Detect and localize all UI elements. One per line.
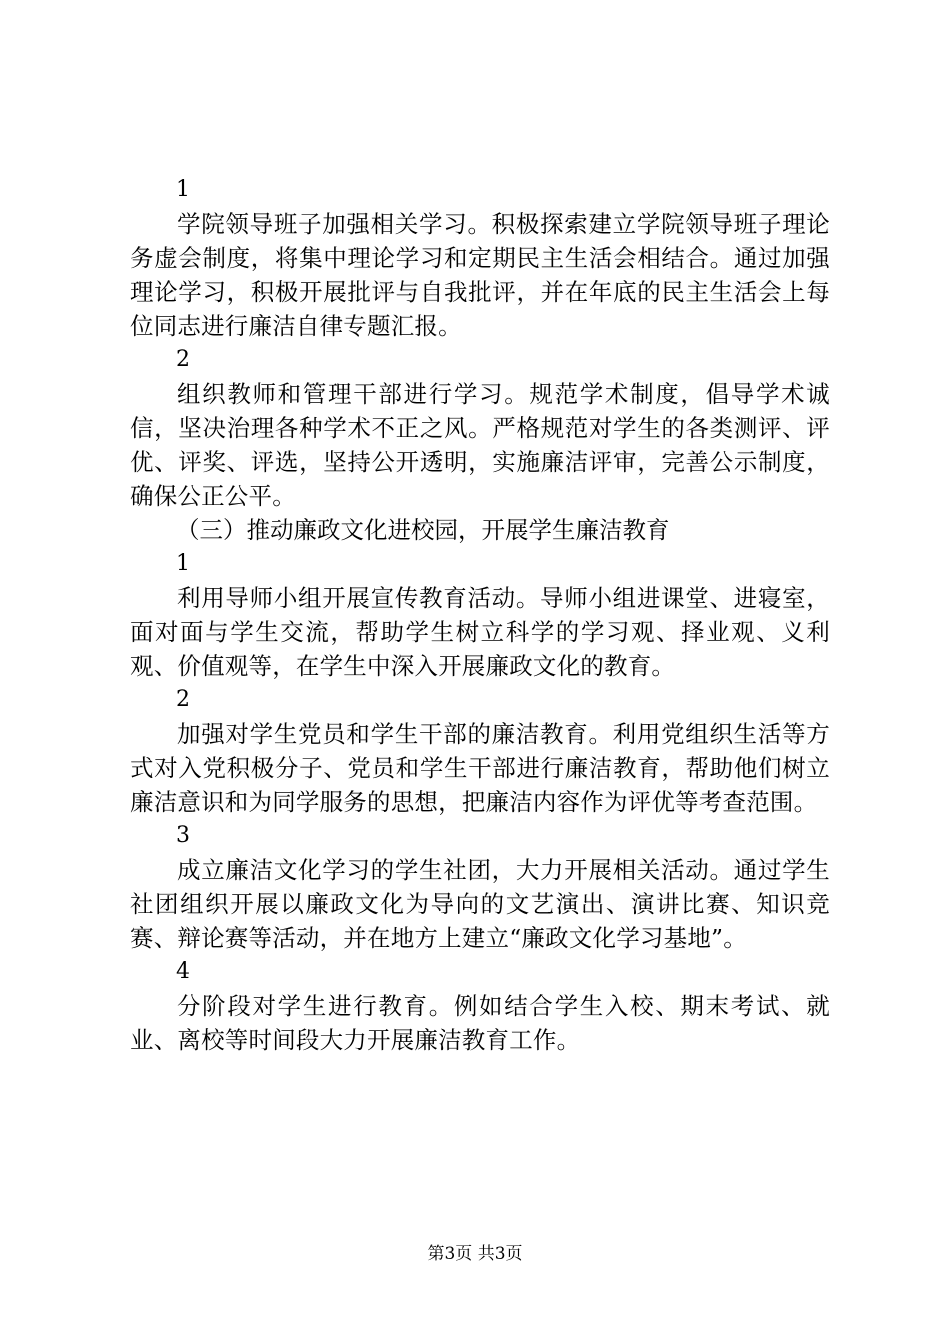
section-heading: （三）推动廉政文化进校园，开展学生廉洁教育 xyxy=(176,516,670,544)
item-number: 1 xyxy=(176,177,190,202)
paragraph: 组织教师和管理干部进行学习。规范学术制度，倡导学术诚信，坚决治理各种学术不正之风。严格规范对学生的各类测评、评优、评奖、评选，坚持公开透明，实施廉洁评审，完善公示制度，确保公正公平。 xyxy=(130,380,830,510)
page-footer: 第3页 共3页 xyxy=(427,1244,523,1264)
item-number: 1 xyxy=(176,551,190,576)
item-number: 3 xyxy=(176,823,190,848)
paragraph: 学院领导班子加强相关学习。积极探索建立学院领导班子理论务虚会制度，将集中理论学习和定期民主生活会相结合。通过加强理论学习，积极开展批评与自我批评，并在年底的民主生活会上每位同志进行廉洁自律专题汇报。 xyxy=(130,210,830,340)
paragraph: 加强对学生党员和学生干部的廉洁教育。利用党组织生活等方式对入党积极分子、党员和学生干部进行廉洁教育，帮助他们树立廉洁意识和为同学服务的思想，把廉洁内容作为评优等考查范围。 xyxy=(130,720,830,816)
item-number: 2 xyxy=(176,687,190,712)
item-number: 4 xyxy=(176,959,190,984)
paragraph: 分阶段对学生进行教育。例如结合学生入校、期末考试、就业、离校等时间段大力开展廉洁教育工作。 xyxy=(130,992,830,1054)
paragraph: 利用导师小组开展宣传教育活动。导师小组进课堂、进寝室，面对面与学生交流，帮助学生树立科学的学习观、择业观、义利观、价值观等，在学生中深入开展廉政文化的教育。 xyxy=(130,584,830,680)
document-body xyxy=(130,173,830,1057)
item-number: 2 xyxy=(176,347,190,372)
paragraph: 成立廉洁文化学习的学生社团，大力开展相关活动。通过学生社团组织开展以廉政文化为导向的文艺演出、演讲比赛、知识竞赛、辩论赛等活动，并在地方上建立“廉政文化学习基地”。 xyxy=(130,856,830,952)
